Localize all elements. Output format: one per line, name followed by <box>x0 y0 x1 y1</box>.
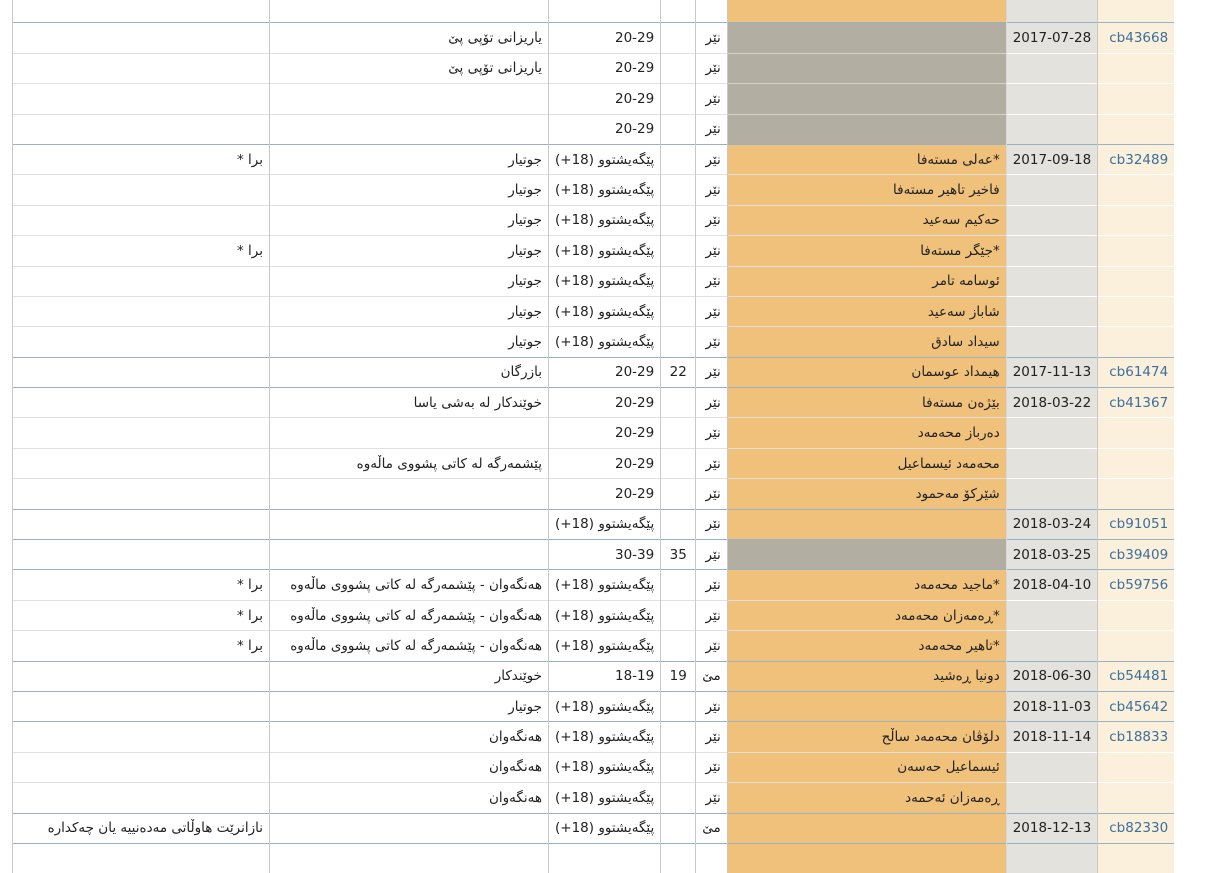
age-group-cell: 20-29 <box>549 448 661 478</box>
age-cell <box>661 205 696 235</box>
occupation-cell: جوتیار <box>270 236 549 266</box>
age-cell <box>661 752 696 782</box>
occupation-cell: خوێندکار <box>270 661 549 691</box>
incident-id-cell <box>1098 175 1175 205</box>
sex-cell: نێر <box>696 479 727 509</box>
table-row <box>13 448 1175 478</box>
age-group-cell: پێگەیشتوو (18+) <box>549 236 661 266</box>
age-group-cell: پێگەیشتوو (18+) <box>549 296 661 326</box>
date-cell <box>1006 266 1097 296</box>
incident-id-cell <box>1098 84 1175 114</box>
occupation-cell <box>270 0 549 23</box>
sex-cell: نێر <box>696 114 727 144</box>
incident-id-cell: cb43668 <box>1098 23 1175 53</box>
occupation-cell <box>270 84 549 114</box>
note-cell: * برا <box>13 144 270 174</box>
incident-id-cell <box>1098 266 1175 296</box>
date-cell <box>1006 600 1097 630</box>
note-cell <box>13 843 270 873</box>
date-cell <box>1006 53 1097 83</box>
table-row <box>13 84 1175 114</box>
occupation-cell: جوتیار <box>270 296 549 326</box>
name-cell: ماجید محەمەد* <box>727 570 1006 600</box>
age-cell <box>661 236 696 266</box>
sex-cell: مێ <box>696 661 727 691</box>
note-cell <box>13 479 270 509</box>
incident-id-cell: cb18833 <box>1098 722 1175 752</box>
casualty-table <box>12 0 1174 873</box>
date-cell <box>1006 236 1097 266</box>
table-row <box>13 691 1175 721</box>
note-cell <box>13 23 270 53</box>
incident-id-cell: cb91051 <box>1098 509 1175 539</box>
note-cell <box>13 205 270 235</box>
table-row <box>13 540 1175 570</box>
note-cell <box>13 691 270 721</box>
age-group-cell: 20-29 <box>549 418 661 448</box>
name-cell <box>727 813 1006 843</box>
occupation-cell: هەنگەوان - پێشمەرگە لە کاتی پشووی ماڵەوە <box>270 600 549 630</box>
incident-id-cell <box>1098 205 1175 235</box>
incident-id-cell <box>1098 600 1175 630</box>
age-group-cell: پێگەیشتوو (18+) <box>549 327 661 357</box>
date-cell: 2018-06-30 <box>1006 661 1097 691</box>
table-row <box>13 23 1175 53</box>
sex-cell: نێر <box>696 691 727 721</box>
age-group-cell: 30-39 <box>549 540 661 570</box>
occupation-cell: هەنگەوان <box>270 752 549 782</box>
sex-cell: نێر <box>696 783 727 813</box>
sex-cell <box>696 0 727 23</box>
name-cell: ڕەمەزان محەمەد* <box>727 600 1006 630</box>
note-cell <box>13 388 270 418</box>
sex-cell: نێر <box>696 296 727 326</box>
occupation-cell: یاریزانی تۆپی پێ <box>270 23 549 53</box>
date-cell <box>1006 175 1097 205</box>
name-cell: محەمەد ئیسماعیل <box>727 448 1006 478</box>
sex-cell: نێر <box>696 722 727 752</box>
incident-id-cell: cb32489 <box>1098 144 1175 174</box>
note-cell: * برا <box>13 236 270 266</box>
sex-cell: نێر <box>696 388 727 418</box>
age-cell <box>661 600 696 630</box>
date-cell <box>1006 843 1097 873</box>
age-cell <box>661 84 696 114</box>
date-cell <box>1006 752 1097 782</box>
name-cell: دەرباز محەمەد <box>727 418 1006 448</box>
table-row <box>13 752 1175 782</box>
name-cell: هیمداد عوسمان <box>727 357 1006 387</box>
table-row <box>13 418 1175 448</box>
age-group-cell: پێگەیشتوو (18+) <box>549 266 661 296</box>
table-row <box>13 327 1175 357</box>
age-cell <box>661 114 696 144</box>
occupation-cell: هەنگەوان <box>270 722 549 752</box>
age-cell <box>661 570 696 600</box>
age-group-cell: پێگەیشتوو (18+) <box>549 722 661 752</box>
sex-cell: نێر <box>696 418 727 448</box>
sex-cell: نێر <box>696 205 727 235</box>
name-cell: دونیا ڕەشید <box>727 661 1006 691</box>
note-cell <box>13 540 270 570</box>
note-cell <box>13 266 270 296</box>
age-cell <box>661 53 696 83</box>
age-group-cell: 20-29 <box>549 53 661 83</box>
age-group-cell: پێگەیشتوو (18+) <box>549 205 661 235</box>
age-group-cell: 20-29 <box>549 23 661 53</box>
date-cell <box>1006 631 1097 661</box>
age-group-cell: پێگەیشتوو (18+) <box>549 752 661 782</box>
incident-id-cell <box>1098 53 1175 83</box>
age-group-cell: پێگەیشتوو (18+) <box>549 783 661 813</box>
age-cell <box>661 509 696 539</box>
date-cell <box>1006 418 1097 448</box>
incident-id-cell <box>1098 327 1175 357</box>
sex-cell: نێر <box>696 236 727 266</box>
table-row <box>13 722 1175 752</box>
note-cell <box>13 509 270 539</box>
incident-id-cell <box>1098 448 1175 478</box>
age-group-cell: پێگەیشتوو (18+) <box>549 600 661 630</box>
age-cell <box>661 631 696 661</box>
sex-cell: نێر <box>696 540 727 570</box>
occupation-cell: پێشمەرگە لە کاتی پشووی ماڵەوە <box>270 448 549 478</box>
occupation-cell: هەنگەوان - پێشمەرگە لە کاتی پشووی ماڵەوە <box>270 570 549 600</box>
age-cell <box>661 722 696 752</box>
occupation-cell <box>270 540 549 570</box>
occupation-cell: جوتیار <box>270 205 549 235</box>
age-group-cell: پێگەیشتوو (18+) <box>549 175 661 205</box>
age-group-cell: 20-29 <box>549 357 661 387</box>
occupation-cell: جوتیار <box>270 266 549 296</box>
note-cell <box>13 783 270 813</box>
table-row <box>13 144 1175 174</box>
sex-cell: نێر <box>696 600 727 630</box>
name-cell: دلۆڤان محەمەد ساڵح <box>727 722 1006 752</box>
sex-cell: نێر <box>696 327 727 357</box>
occupation-cell <box>270 479 549 509</box>
date-cell <box>1006 327 1097 357</box>
table-row <box>13 570 1175 600</box>
occupation-cell <box>270 843 549 873</box>
note-cell <box>13 296 270 326</box>
table-row <box>13 0 1175 23</box>
table-row <box>13 661 1175 691</box>
table-row <box>13 236 1175 266</box>
age-cell: 35 <box>661 540 696 570</box>
age-cell <box>661 813 696 843</box>
age-group-cell <box>549 0 661 23</box>
sex-cell: نێر <box>696 144 727 174</box>
date-cell <box>1006 205 1097 235</box>
name-cell: فاخیر تاهیر مستەفا <box>727 175 1006 205</box>
occupation-cell <box>270 418 549 448</box>
age-group-cell: پێگەیشتوو (18+) <box>549 813 661 843</box>
occupation-cell: یاریزانی تۆپی پێ <box>270 53 549 83</box>
sex-cell: نێر <box>696 357 727 387</box>
age-cell <box>661 175 696 205</box>
age-group-cell: 20-29 <box>549 479 661 509</box>
sex-cell: نێر <box>696 266 727 296</box>
table-row <box>13 266 1175 296</box>
incident-id-cell <box>1098 631 1175 661</box>
table-row <box>13 357 1175 387</box>
age-cell <box>661 388 696 418</box>
occupation-cell <box>270 114 549 144</box>
date-cell <box>1006 0 1097 23</box>
occupation-cell: بازرگان <box>270 357 549 387</box>
name-cell: سیداد سادق <box>727 327 1006 357</box>
date-cell <box>1006 296 1097 326</box>
age-group-cell: پێگەیشتوو (18+) <box>549 691 661 721</box>
age-cell <box>661 296 696 326</box>
age-cell: 19 <box>661 661 696 691</box>
note-cell: نازانرێت هاوڵاتی مەدەنییە یان چەکدارە <box>13 813 270 843</box>
note-cell <box>13 357 270 387</box>
note-cell <box>13 752 270 782</box>
age-cell <box>661 144 696 174</box>
age-cell <box>661 418 696 448</box>
name-cell: تاهیر محەمەد* <box>727 631 1006 661</box>
sex-cell: نێر <box>696 631 727 661</box>
table-row <box>13 296 1175 326</box>
date-cell: 2018-03-22 <box>1006 388 1097 418</box>
age-cell <box>661 23 696 53</box>
note-cell <box>13 53 270 83</box>
table-row <box>13 843 1175 873</box>
date-cell: 2017-11-13 <box>1006 357 1097 387</box>
name-cell <box>727 23 1006 53</box>
occupation-cell: جوتیار <box>270 691 549 721</box>
sex-cell: نێر <box>696 570 727 600</box>
table-row <box>13 53 1175 83</box>
date-cell <box>1006 783 1097 813</box>
occupation-cell <box>270 813 549 843</box>
name-cell <box>727 114 1006 144</box>
age-group-cell: پێگەیشتوو (18+) <box>549 631 661 661</box>
age-cell <box>661 479 696 509</box>
incident-id-cell: cb82330 <box>1098 813 1175 843</box>
note-cell: * برا <box>13 600 270 630</box>
name-cell <box>727 691 1006 721</box>
sex-cell: نێر <box>696 509 727 539</box>
name-cell: بێژەن مستەفا <box>727 388 1006 418</box>
note-cell <box>13 448 270 478</box>
occupation-cell <box>270 509 549 539</box>
incident-id-cell <box>1098 479 1175 509</box>
age-cell <box>661 0 696 23</box>
incident-id-cell <box>1098 783 1175 813</box>
incident-id-cell <box>1098 236 1175 266</box>
date-cell <box>1006 479 1097 509</box>
note-cell: * برا <box>13 631 270 661</box>
age-group-cell: 20-29 <box>549 388 661 418</box>
age-cell <box>661 327 696 357</box>
incident-id-cell: cb39409 <box>1098 540 1175 570</box>
date-cell <box>1006 448 1097 478</box>
date-cell <box>1006 114 1097 144</box>
incident-id-cell <box>1098 843 1175 873</box>
name-cell <box>727 53 1006 83</box>
occupation-cell: هەنگەوان <box>270 783 549 813</box>
incident-id-cell: cb54481 <box>1098 661 1175 691</box>
table-row <box>13 813 1175 843</box>
date-cell: 2017-07-28 <box>1006 23 1097 53</box>
date-cell: 2017-09-18 <box>1006 144 1097 174</box>
sex-cell: نێر <box>696 53 727 83</box>
incident-id-cell <box>1098 296 1175 326</box>
incident-id-cell: cb41367 <box>1098 388 1175 418</box>
sex-cell <box>696 843 727 873</box>
name-cell: ئیسماعیل حەسەن <box>727 752 1006 782</box>
date-cell <box>1006 84 1097 114</box>
date-cell: 2018-03-25 <box>1006 540 1097 570</box>
date-cell: 2018-11-14 <box>1006 722 1097 752</box>
occupation-cell: جوتیار <box>270 175 549 205</box>
incident-id-cell <box>1098 114 1175 144</box>
date-cell: 2018-04-10 <box>1006 570 1097 600</box>
name-cell: عەلی مستەفا* <box>727 144 1006 174</box>
table-row <box>13 631 1175 661</box>
incident-id-cell <box>1098 418 1175 448</box>
name-cell: شێرکۆ مەحمود <box>727 479 1006 509</box>
name-cell: ڕەمەزان ئەحمەد <box>727 783 1006 813</box>
incident-id-cell: cb61474 <box>1098 357 1175 387</box>
age-group-cell: 20-29 <box>549 114 661 144</box>
sex-cell: نێر <box>696 448 727 478</box>
name-cell: جێگر مستەفا* <box>727 236 1006 266</box>
note-cell <box>13 327 270 357</box>
occupation-cell: خوێندکار لە بەشی یاسا <box>270 388 549 418</box>
age-group-cell <box>549 843 661 873</box>
incident-id-cell: cb59756 <box>1098 570 1175 600</box>
name-cell <box>727 509 1006 539</box>
table-row <box>13 114 1175 144</box>
table-row <box>13 783 1175 813</box>
date-cell: 2018-12-13 <box>1006 813 1097 843</box>
age-group-cell: پێگەیشتوو (18+) <box>549 144 661 174</box>
name-cell: شاباز سەعید <box>727 296 1006 326</box>
note-cell <box>13 722 270 752</box>
table-row <box>13 175 1175 205</box>
table-row <box>13 479 1175 509</box>
age-cell <box>661 448 696 478</box>
age-group-cell: پێگەیشتوو (18+) <box>549 509 661 539</box>
age-group-cell: پێگەیشتوو (18+) <box>549 570 661 600</box>
date-cell: 2018-03-24 <box>1006 509 1097 539</box>
age-cell <box>661 783 696 813</box>
note-cell <box>13 0 270 23</box>
name-cell <box>727 540 1006 570</box>
note-cell <box>13 418 270 448</box>
table-row <box>13 509 1175 539</box>
note-cell: * برا <box>13 570 270 600</box>
sex-cell: نێر <box>696 84 727 114</box>
note-cell <box>13 84 270 114</box>
date-cell: 2018-11-03 <box>1006 691 1097 721</box>
age-group-cell: 20-29 <box>549 84 661 114</box>
incident-id-cell <box>1098 0 1175 23</box>
table-row <box>13 388 1175 418</box>
age-cell <box>661 843 696 873</box>
name-cell <box>727 0 1006 23</box>
incident-id-cell <box>1098 752 1175 782</box>
sex-cell: نێر <box>696 752 727 782</box>
name-cell <box>727 84 1006 114</box>
age-cell: 22 <box>661 357 696 387</box>
table-row <box>13 205 1175 235</box>
incident-id-cell: cb45642 <box>1098 691 1175 721</box>
name-cell: ئوسامە تامر <box>727 266 1006 296</box>
note-cell <box>13 661 270 691</box>
sex-cell: نێر <box>696 175 727 205</box>
age-cell <box>661 691 696 721</box>
age-cell <box>661 266 696 296</box>
table-body <box>13 0 1175 873</box>
note-cell <box>13 114 270 144</box>
name-cell <box>727 843 1006 873</box>
age-group-cell: 18-19 <box>549 661 661 691</box>
note-cell <box>13 175 270 205</box>
occupation-cell: هەنگەوان - پێشمەرگە لە کاتی پشووی ماڵەوە <box>270 631 549 661</box>
sex-cell: مێ <box>696 813 727 843</box>
occupation-cell: جوتیار <box>270 144 549 174</box>
table-row <box>13 600 1175 630</box>
name-cell: حەکیم سەعید <box>727 205 1006 235</box>
sex-cell: نێر <box>696 23 727 53</box>
occupation-cell: جوتیار <box>270 327 549 357</box>
